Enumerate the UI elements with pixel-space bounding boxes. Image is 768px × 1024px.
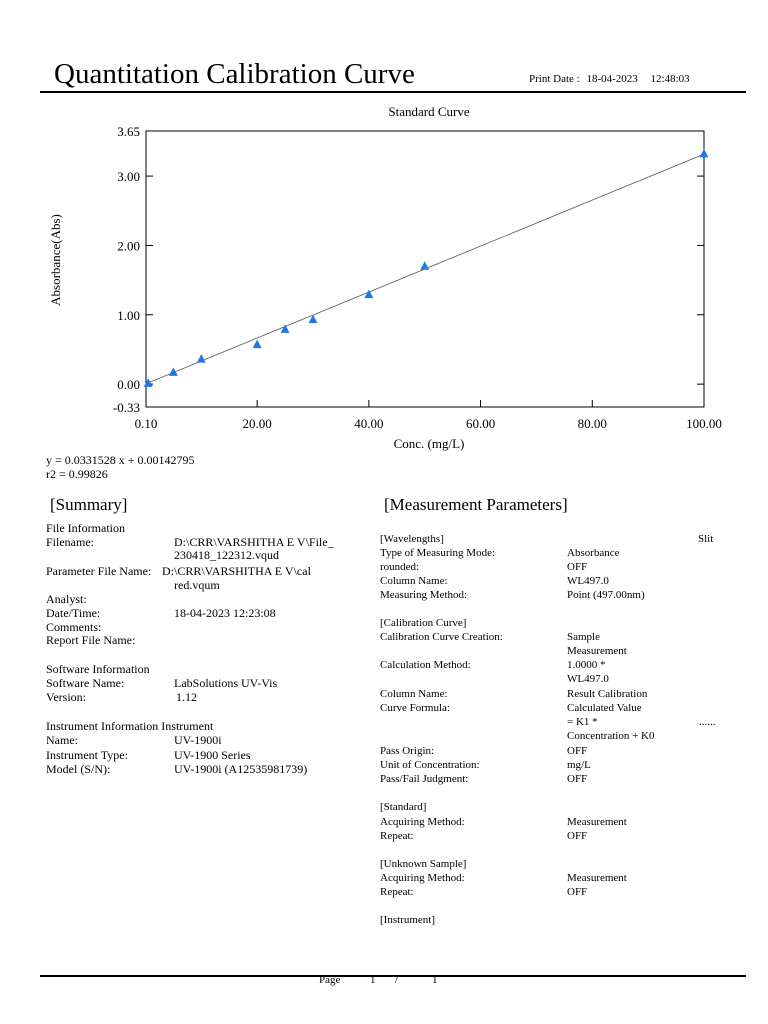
version-label: Version: — [46, 690, 86, 704]
x-tick-label: 100.00 — [686, 416, 722, 431]
measuring-mode-value: Absorbance — [567, 547, 620, 559]
instrument-heading: [Instrument] — [380, 914, 435, 926]
passfail-label: Pass/Fail Judgment: — [380, 773, 469, 785]
cc-column-value: Result Calibration — [567, 688, 648, 700]
curve-formula-value-1: Calculated Value — [567, 702, 642, 714]
data-point — [197, 354, 206, 363]
data-point — [144, 378, 153, 387]
measuring-method-value: Point (497.00nm) — [567, 589, 645, 601]
instrument-info-heading: Instrument Information Instrument — [46, 719, 214, 733]
cc-creation-label: Calibration Curve Creation: — [380, 631, 503, 643]
report-file-label: Report File Name: — [46, 633, 136, 647]
instrument-type-label: Instrument Type: — [46, 748, 128, 762]
unk-repeat-label: Repeat: — [380, 886, 414, 898]
data-point — [420, 261, 429, 270]
filename-value-1: D:\CRR\VARSHITHA E V\File_ — [174, 535, 334, 549]
std-repeat-value: OFF — [567, 830, 588, 842]
params-heading: [Measurement Parameters] — [384, 495, 568, 514]
instrument-type-value: UV-1900 Series — [174, 748, 251, 762]
param-file-value-2: red.vqum — [174, 578, 220, 592]
unit-label: Unit of Concentration: — [380, 759, 480, 771]
std-repeat-label: Repeat: — [380, 830, 414, 842]
footer-page-total: 1 — [432, 974, 438, 986]
model-label: Model (S/N): — [46, 762, 111, 776]
unit-value: mg/L — [567, 759, 591, 771]
standard-curve-chart — [0, 98, 768, 460]
unk-repeat-value: OFF — [567, 886, 588, 898]
y-axis-label: Absorbance(Abs) — [48, 214, 63, 306]
software-name-label: Software Name: — [46, 676, 125, 690]
rounded-value: OFF — [567, 561, 588, 573]
summary-heading: [Summary] — [50, 495, 128, 514]
print-date — [529, 73, 690, 85]
footer-page-label: Page — [319, 974, 341, 986]
wavelengths-heading: [Wavelengths] — [380, 533, 444, 545]
standard-heading: [Standard] — [380, 801, 427, 813]
regression-equation: y = 0.0331528 x + 0.00142795 — [46, 453, 195, 467]
software-info-heading: Software Information — [46, 662, 150, 676]
data-point — [700, 149, 709, 158]
instrument-name-label: Name: — [46, 733, 78, 747]
calc-method-label: Calculation Method: — [380, 659, 471, 671]
data-point — [253, 340, 262, 349]
file-info-heading: File Information — [46, 521, 125, 535]
header-rule — [40, 91, 746, 93]
pass-origin-value: OFF — [567, 745, 588, 757]
passfail-value: OFF — [567, 773, 588, 785]
footer-rule — [40, 975, 746, 977]
print-time-value: 12:48:03 — [650, 73, 690, 85]
pass-origin-label: Pass Origin: — [380, 745, 435, 757]
datetime-value: 18-04-2023 12:23:08 — [174, 606, 276, 620]
param-file-label: Parameter File Name: — [46, 564, 152, 578]
curve-formula-value-2: = K1 * — [567, 716, 598, 728]
curve-formula-label: Curve Formula: — [380, 702, 450, 714]
print-date-label: Print Date : — [529, 73, 580, 85]
column-name-value: WL497.0 — [567, 575, 609, 587]
column-name-label: Column Name: — [380, 575, 448, 587]
x-tick-label: 40.00 — [354, 416, 384, 431]
chart-title: Standard Curve — [388, 104, 470, 119]
page-title: Quantitation Calibration Curve — [54, 58, 415, 90]
software-name-value: LabSolutions UV-Vis — [174, 676, 278, 690]
calc-method-value-2: WL497.0 — [567, 673, 609, 685]
comments-label: Comments: — [46, 620, 102, 634]
cc-creation-value-2: Measurement — [567, 645, 627, 657]
unk-acquiring-value: Measurement — [567, 872, 627, 884]
param-file-value-1: D:\CRR\VARSHITHA E V\cal — [162, 564, 311, 578]
x-axis-label: Conc. (mg/L) — [393, 436, 465, 451]
analyst-label: Analyst: — [46, 592, 87, 606]
model-value: UV-1900i (A12535981739) — [174, 762, 308, 776]
instrument-name-value: UV-1900i — [174, 733, 222, 747]
x-tick-label: 20.00 — [242, 416, 272, 431]
print-date-value: 18-04-2023 — [586, 73, 638, 85]
footer-page-separator: / — [395, 974, 399, 986]
unk-acquiring-label: Acquiring Method: — [380, 872, 465, 884]
x-tick-label: 80.00 — [577, 416, 607, 431]
y-tick-label: 2.00 — [117, 238, 140, 254]
std-acquiring-label: Acquiring Method: — [380, 816, 465, 828]
r-squared: r2 = 0.99826 — [46, 467, 108, 481]
unknown-sample-heading: [Unknown Sample] — [380, 858, 467, 870]
slit-label: Slit — [698, 533, 714, 545]
y-tick-label: 0.00 — [117, 377, 140, 393]
measuring-method-label: Measuring Method: — [380, 589, 468, 601]
footer-page-number: 1 — [370, 974, 376, 986]
data-point — [309, 315, 318, 324]
y-tick-label: 3.00 — [117, 169, 140, 185]
curve-formula-value-3: Concentration + K0 — [567, 730, 655, 742]
calibration-curve-heading: [Calibration Curve] — [380, 617, 467, 629]
y-tick-label: -0.33 — [112, 400, 140, 415]
filename-label: Filename: — [46, 535, 94, 549]
filename-value-2: 230418_122312.vqud — [174, 548, 279, 562]
y-tick-label: 3.65 — [117, 124, 140, 139]
std-acquiring-value: Measurement — [567, 816, 627, 828]
calc-method-value-1: 1.0000 * — [567, 659, 606, 671]
datetime-label: Date/Time: — [46, 606, 101, 620]
rounded-label: rounded: — [380, 561, 420, 573]
x-tick-label: 0.10 — [134, 416, 158, 431]
x-tick-label: 60.00 — [465, 416, 496, 431]
y-tick-label: 1.00 — [117, 307, 140, 323]
cc-column-label: Column Name: — [380, 688, 448, 700]
measuring-mode-label: Type of Measuring Mode: — [380, 547, 496, 559]
version-value: 1.12 — [176, 690, 197, 704]
cc-creation-value-1: Sample — [567, 631, 600, 643]
curve-formula-dots: ...... — [699, 716, 716, 728]
